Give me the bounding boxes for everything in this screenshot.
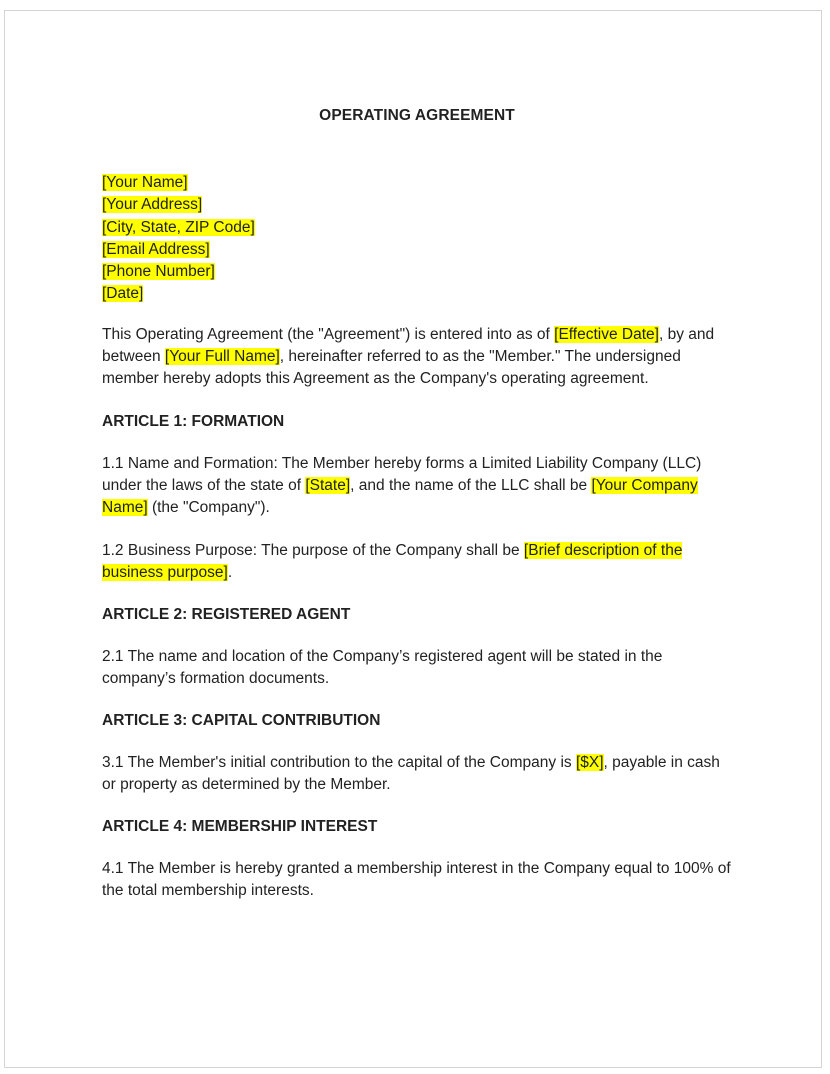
sender-block (102, 172, 255, 306)
placeholder-state[interactable]: [State] (305, 477, 351, 495)
document-page (4, 10, 822, 1068)
section-1-2-text-2: . (227, 564, 233, 582)
article-1-heading: ARTICLE 1: FORMATION (102, 413, 285, 430)
sender-email (102, 239, 255, 261)
article-1-section-1 (102, 453, 732, 520)
placeholder-effective-date[interactable]: [Effective Date] (554, 326, 659, 343)
sender-city-state-zip (102, 217, 255, 239)
intro-text-1: This Operating Agreement (the "Agreement") is entered into as of (102, 326, 555, 343)
placeholder-company-name[interactable]: [Your Company Name] (102, 477, 698, 517)
section-1-1-text-1: 1.1 Name and Formation: The Member hereby forms a Limited Liability Company (LLC) under the laws of the state of (102, 455, 702, 495)
sender-name (102, 172, 255, 194)
article-2-section-1: 2.1 The name and location of the Company’s registered agent will be stated in the company’s formation documents. (102, 648, 663, 688)
sender-phone (102, 261, 255, 283)
article-2-heading: ARTICLE 2: REGISTERED AGENT (102, 606, 351, 623)
placeholder-email-address[interactable]: [Email Address] (102, 240, 210, 258)
placeholder-business-purpose[interactable]: [Brief description of the business purpose] (102, 542, 683, 582)
intro-text-3: , hereinafter referred to as the "Member." The undersigned member hereby adopts this Agreement as the Company's operating agreement. (102, 348, 681, 388)
placeholder-your-address[interactable]: [Your Address] (102, 196, 203, 214)
placeholder-amount[interactable]: [$X] (575, 754, 604, 771)
sender-address (102, 194, 255, 216)
article-4-heading: ARTICLE 4: MEMBERSHIP INTEREST (102, 818, 378, 835)
article-1-section-2 (102, 540, 732, 584)
section-1-2-text-1: 1.2 Business Purpose: The purpose of the Company shall be (102, 542, 524, 559)
intro-paragraph (102, 324, 732, 391)
article-4-section-1: 4.1 The Member is hereby granted a membership interest in the Company equal to 100% of the total membership interests. (102, 860, 731, 900)
placeholder-full-name[interactable]: [Your Full Name] (164, 348, 280, 366)
intro-text-2: , by and between (102, 326, 715, 366)
document-title: OPERATING AGREEMENT (319, 107, 515, 124)
placeholder-phone-number[interactable]: [Phone Number] (102, 263, 215, 281)
section-1-1-text-2: , and the name of the LLC shall be (350, 477, 592, 495)
section-3-1-text-2: , payable in cash or property as determined by the Member. (102, 754, 720, 794)
article-3-heading: ARTICLE 3: CAPITAL CONTRIBUTION (102, 712, 381, 729)
section-3-1-text-1: 3.1 The Member's initial contribution to the capital of the Company is (102, 754, 576, 771)
placeholder-your-name[interactable]: [Your Name] (102, 174, 188, 191)
section-1-1-text-3: (the "Company"). (147, 499, 270, 517)
placeholder-date[interactable]: [Date] (102, 285, 144, 303)
article-3-section-1 (102, 752, 732, 796)
placeholder-city-state-zip[interactable]: [City, State, ZIP Code] (102, 218, 255, 236)
sender-date (102, 283, 255, 305)
